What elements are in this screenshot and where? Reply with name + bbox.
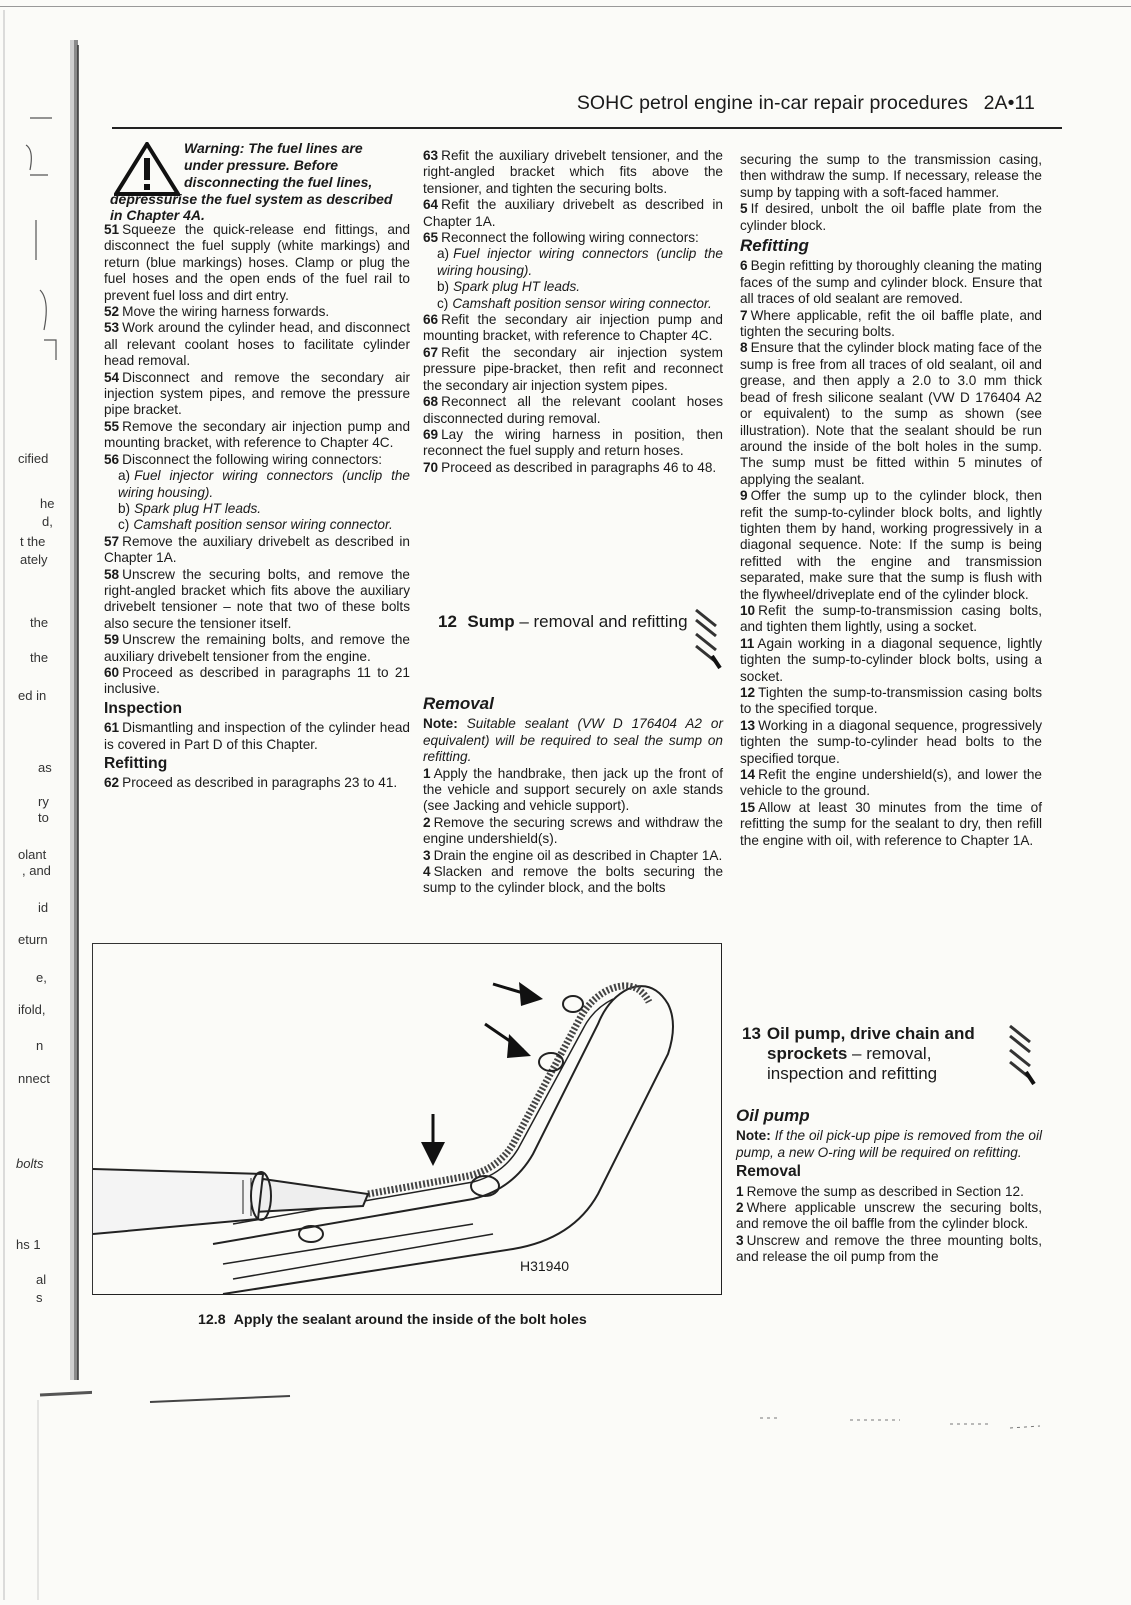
left-fragment: olant [18, 847, 47, 862]
left-fragment: the [30, 615, 49, 630]
left-fragment: he [40, 496, 55, 511]
section-title: Sump [467, 612, 515, 631]
column-3-lower [736, 1104, 1042, 1266]
warning-line: depressurise the fuel system as described [110, 191, 393, 207]
adjacent-page-edge [0, 0, 92, 1600]
section-title-2: sprockets [767, 1044, 848, 1063]
paragraph: 15 Allow at least 30 minutes from the time of refitting the sump for the sealant to dry, then refill the engine with oil, with reference to Chapter 1A. [740, 799, 1042, 848]
paragraph: 69 Lay the wiring harness in position, then reconnect the fuel supply and return hoses. [423, 426, 723, 459]
paragraph: 9 Offer the sump up to the cylinder block, then refit the sump-to-cylinder block bolts, and lightly tighten them by hand, working progressively in a diagonal sequence. Note: If the sump is being refitted with the engine and transmission separated, make sure that the sump is flush with the flywheel/driveplate end of the cylinder block. [740, 488, 1042, 602]
header-title: SOHC petrol engine in-car repair procedures [576, 92, 969, 114]
left-fragment: d, [42, 514, 53, 529]
paragraph: 53 Work around the cylinder head, and disconnect all relevant coolant hoses to facilitate cylinder head removal. [104, 320, 410, 369]
left-fragment: eturn [18, 932, 48, 947]
column-1 [104, 140, 410, 792]
left-fragment: s [36, 1290, 43, 1305]
section-number: 12 [438, 612, 457, 631]
paragraph: 51 Squeeze the quick-release end fittings, and disconnect the fuel supply (white markings) and return (blue markings) hoses. Clamp or plug the fuel hoses and the open ends of the fuel rail to prevent fuel loss and dirt entry. [104, 222, 410, 303]
section-title-rest-2: inspection and refitting [767, 1064, 938, 1083]
left-fragment: al [36, 1272, 47, 1287]
paragraph: 60 Proceed as described in paragraphs 11 to 21 inclusive. [104, 664, 410, 697]
section-12-heading [438, 612, 728, 672]
paragraph: 10 Refit the sump-to-transmission casing bolts, and tighten them lightly, using a socket. [740, 602, 1042, 635]
section-13-heading [742, 1024, 1042, 1086]
list-item: c) Camshaft position sensor wiring connector. [437, 295, 712, 311]
note: Note: Suitable sealant (VW D 176404 A2 or equivalent) will be required to seal the sump on refitting. [423, 716, 724, 765]
left-fragment: id [38, 900, 49, 915]
column-3 [740, 152, 1042, 849]
column-2-lower [423, 692, 723, 897]
paragraph: 3 Drain the engine oil as described in Chapter 1A. [423, 847, 723, 863]
paragraph: 52 Move the wiring harness forwards. [104, 304, 330, 320]
list-item: b) Spark plug HT leads. [118, 500, 262, 516]
figure-caption [198, 1312, 587, 1328]
paragraph: 56 Disconnect the following wiring connectors: [104, 451, 383, 467]
warning-line: disconnecting the fuel lines, [184, 174, 373, 190]
left-fragment: cified [18, 451, 49, 466]
section-title-rest: – removal and refitting [514, 612, 688, 631]
list-item: a) Fuel injector wiring connectors (unclip the wiring housing). [118, 468, 410, 500]
paragraph: 8 Ensure that the cylinder block mating face of the sump is free from all traces of old sealant, oil and grease, and then apply a 2.0 to 3.0 mm thick bead of fresh silicone sealant (VW D 176404 A2 or equivalent) to the sump as shown (see illustration). Note that the sealant should be run around the inside of the bolt holes in the sump. The sump must be fitted within 5 minutes of applying the sealant. [740, 340, 1042, 487]
paragraph: 2 Where applicable unscrew the securing bolts, and remove the oil baffle from the cylinder block. [736, 1200, 1042, 1232]
paragraph: 57 Remove the auxiliary drivebelt as described in Chapter 1A. [104, 533, 410, 566]
left-fragment: e, [36, 970, 47, 985]
arrow-icon [421, 1114, 445, 1166]
arrow-icon [493, 982, 543, 1006]
paragraph: 2 Remove the securing screws and withdraw the engine undershield(s). [423, 814, 723, 847]
paragraph: 68 Reconnect all the relevant coolant hoses disconnected during removal. [423, 394, 723, 426]
paragraph: 66 Refit the secondary air injection pump and mounting bracket, with reference to Chapter 4C. [423, 312, 723, 344]
warning-line: Warning: The fuel lines are [184, 140, 363, 156]
figure-frame [92, 943, 722, 1295]
scan-top-line [0, 6, 1131, 7]
left-fragment: ately [20, 552, 48, 567]
header-rule [112, 127, 1062, 129]
left-fragment: as [38, 760, 52, 775]
note: Note: If the oil pick-up pipe is removed from the oil pump, a new O-ring will be required on refitting. [736, 1128, 1042, 1160]
warning-triangle-icon [114, 142, 180, 196]
spanner-rating-icon [690, 606, 722, 672]
paragraph: 58 Unscrew the securing bolts, and remove the right-angled bracket which fits above the auxiliary drivebelt tensioner – note that two of these bolts also secure the tensioner itself. [104, 566, 410, 631]
subheading-refitting: Refitting [104, 755, 168, 772]
section-title-rest: – removal, [847, 1044, 932, 1063]
paragraph: 3 Unscrew and remove the three mounting bolts, and release the oil pump from the [736, 1232, 1042, 1265]
list-item: b) Spark plug HT leads. [437, 279, 581, 295]
paragraph: 1 Remove the sump as described in Section 12. [736, 1183, 1024, 1199]
sump-sealant-illustration [93, 944, 721, 1294]
paragraph: 62 Proceed as described in paragraphs 23 to 41. [104, 775, 398, 791]
running-header [577, 92, 1035, 115]
paragraph: 12 Tighten the sump-to-transmission casing bolts to the specified torque. [740, 685, 1042, 717]
warning-line: in Chapter 4A. [110, 207, 205, 223]
paragraph: 11 Again working in a diagonal sequence, lightly tighten the sump-to-cylinder block bolts, using a socket. [740, 635, 1042, 684]
section-number: 13 [742, 1024, 761, 1043]
list-item: c) Camshaft position sensor wiring connector. [118, 517, 393, 533]
section-title: Oil pump, drive chain and [766, 1024, 975, 1043]
arrow-icon [485, 1024, 531, 1058]
paragraph: 14 Refit the engine undershield(s), and lower the vehicle to the ground. [740, 767, 1042, 799]
paragraph: 59 Unscrew the remaining bolts, and remove the auxiliary drivebelt tensioner from the engine. [104, 632, 410, 664]
paragraph: 67 Refit the secondary air injection system pressure pipe-bracket, then refit and reconnect the secondary air injection system pipes. [423, 344, 723, 393]
warning-box [104, 140, 410, 222]
subheading-refitting: Refitting [740, 236, 809, 256]
subheading-inspection: Inspection [104, 699, 182, 717]
paragraph: securing the sump to the transmission casing, then withdraw the sump. If necessary, release the sump by tapping with a soft-faced hammer. [740, 152, 1042, 200]
column-2 [423, 148, 723, 476]
left-fragment: ed in [18, 688, 47, 703]
spanner-rating-icon [1004, 1022, 1036, 1088]
paragraph: 6 Begin refitting by thoroughly cleaning the mating faces of the sump and cylinder block. Ensure that all traces of old sealant are removed. [740, 258, 1042, 307]
left-fragment: ifold, [18, 1002, 46, 1017]
left-fragment: t the [20, 534, 46, 549]
left-fragment: ry [38, 794, 49, 809]
paragraph: 13 Working in a diagonal sequence, progressively tighten the sump-to-cylinder head bolts to the specified torque. [740, 717, 1042, 766]
left-fragment: to [38, 810, 49, 825]
warning-line: under pressure. Before [184, 157, 339, 173]
subheading-removal: Removal [736, 1163, 802, 1181]
paragraph: 4 Slacken and remove the bolts securing the sump to the cylinder block, and the bolts [423, 864, 723, 896]
paragraph: 54 Disconnect and remove the secondary air injection system pipes, and remove the pressure pipe bracket. [104, 369, 410, 418]
scan-artifacts [0, 1380, 1131, 1460]
paragraph: 64 Refit the auxiliary drivebelt as described in Chapter 1A. [423, 197, 723, 229]
subheading-removal: Removal [423, 694, 494, 713]
paragraph: 61 Dismantling and inspection of the cylinder head is covered in Part D of this Chapter. [104, 720, 410, 752]
caption-text: Apply the sealant around the inside of the bolt holes [233, 1312, 587, 1328]
figure-code: H31940 [520, 1258, 570, 1274]
paragraph: 70 Proceed as described in paragraphs 46 to 48. [423, 459, 717, 475]
left-fragment: the [30, 650, 49, 665]
left-fragment: nnect [18, 1071, 50, 1086]
paragraph: 5 If desired, unbolt the oil baffle plate from the cylinder block. [740, 201, 1042, 233]
left-fragment: hs 1 [16, 1237, 41, 1252]
left-fragment: , and [22, 863, 51, 878]
caption-number: 12.8 [198, 1312, 226, 1328]
list-item: a) Fuel injector wiring connectors (unclip the wiring housing). [437, 246, 723, 278]
paragraph: 65 Reconnect the following wiring connectors: [423, 230, 699, 246]
page-number: 2A•11 [983, 92, 1035, 114]
subheading-oil-pump: Oil pump [736, 1106, 810, 1125]
left-fragment: n [36, 1038, 44, 1053]
paragraph: 55 Remove the secondary air injection pump and mounting bracket, with reference to Chapter 4C. [104, 418, 410, 451]
paragraph: 7 Where applicable, refit the oil baffle plate, and tighten the securing bolts. [740, 307, 1042, 340]
paragraph: 63 Refit the auxiliary drivebelt tensioner, and the right-angled bracket which fits above the tensioner, and tighten the securing bolts. [423, 148, 723, 196]
paragraph: 1 Apply the handbrake, then jack up the front of the vehicle and support securely on axle stands (see Jacking and vehicle support). [423, 765, 723, 814]
left-fragment: bolts [16, 1156, 44, 1171]
